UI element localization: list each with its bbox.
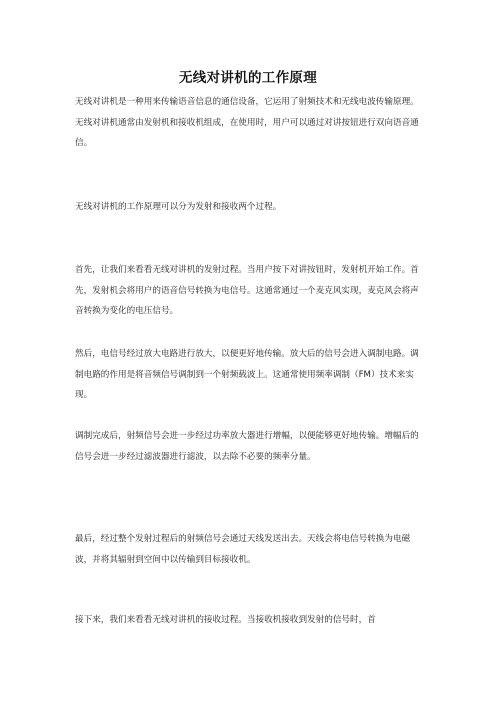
paragraph-amplification: 调制完成后，射频信号会进一步经过功率放大器进行增幅，以便能够更好地传输。增幅后的信号会进一步经过滤波器进行滤波，以去除不必要的频率分量。 bbox=[75, 431, 419, 462]
paragraph-antenna: 最后，经过整个发射过程后的射频信号会通过天线发送出去。天线会将电信号转换为电磁波，并将其辐射到空间中以传输到目标接收机。 bbox=[75, 534, 411, 565]
paragraph-intro: 无线对讲机是一种用来传输语音信息的通信设备，它运用了射频技术和无线电波传输原理。无线对讲机通常由发射机和接收机组成，在使用时，用户可以通过对讲按钮进行双向语音通信。 bbox=[75, 97, 419, 148]
document-title: 无线对讲机的工作原理 bbox=[179, 70, 317, 86]
paragraph-receive-start: 接下来，我们来看看无线对讲机的接收过程。当接收机接收到发射的信号时，首 bbox=[75, 615, 376, 625]
paragraph-modulation: 然后，电信号经过放大电路进行放大，以便更好地传输。放大后的信号会进入调制电路。调制电路的作用是将音频信号调制到一个射频载波上。这通常使用频率调制（FM）技术来实现。 bbox=[75, 349, 419, 400]
paragraph-transmit-start: 首先，让我们来看看无线对讲机的发射过程。当用户按下对讲按钮时，发射机开始工作。首先，发射机会将用户的语音信号转换为电信号。这通常通过一个麦克风实现，麦克风会将声音转换为变化的电压信号。 bbox=[75, 265, 419, 316]
paragraph-overview: 无线对讲机的工作原理可以分为发射和接收两个过程。 bbox=[75, 202, 282, 212]
